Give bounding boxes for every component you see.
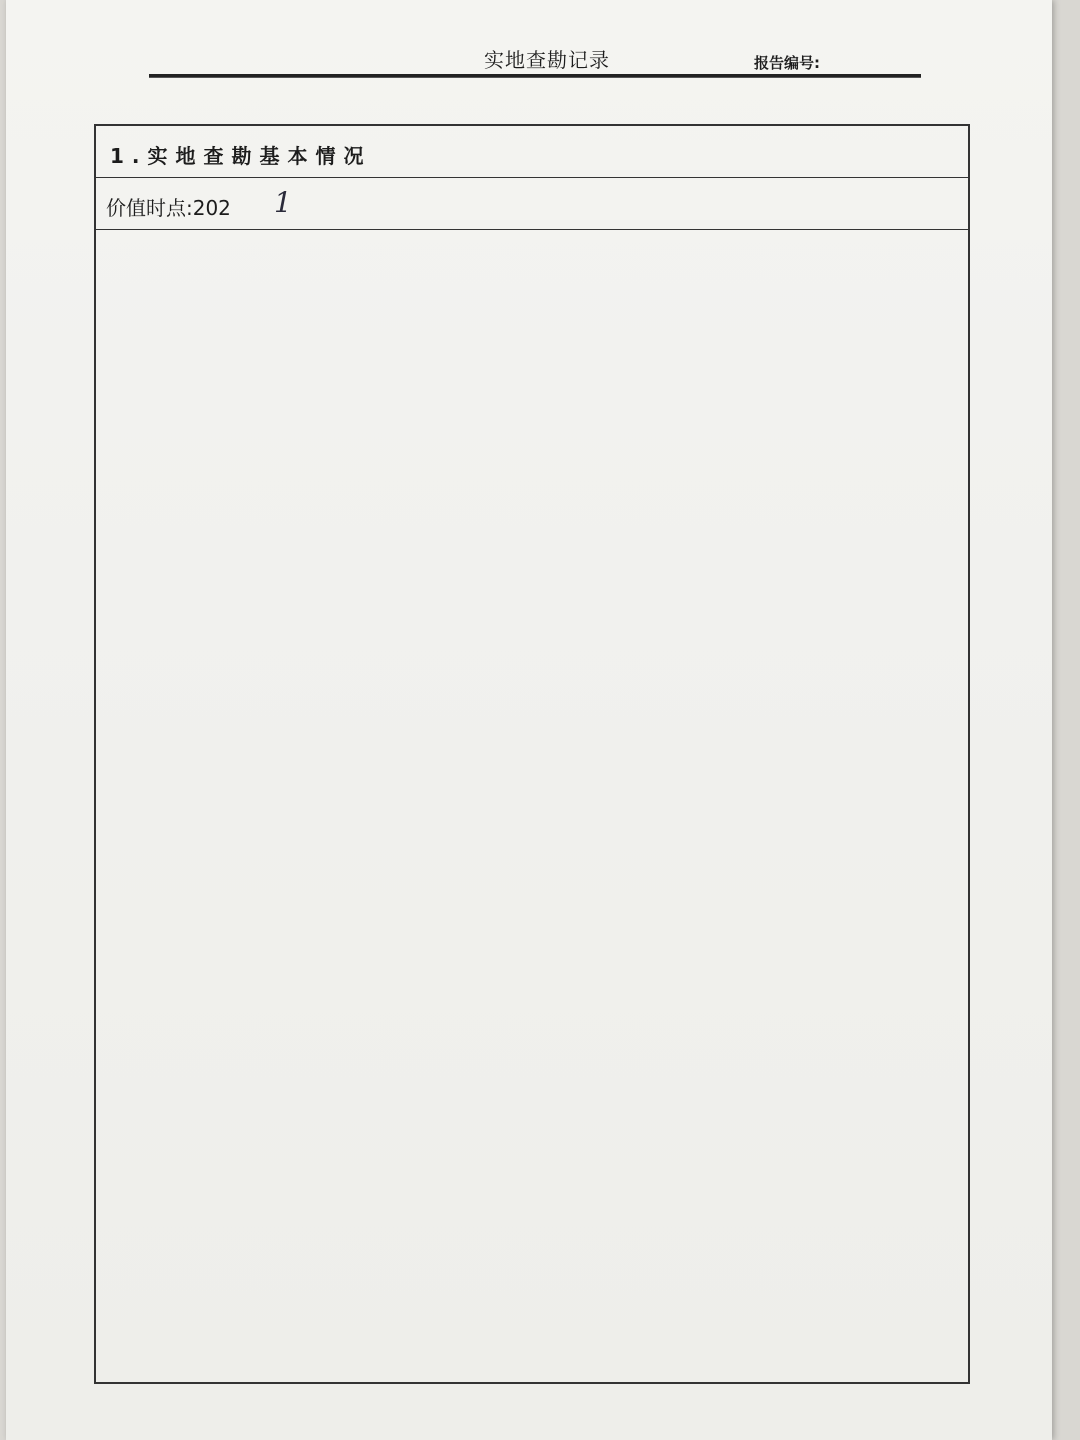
dates-row [96,178,968,230]
report-number-label: 报告编号: [754,54,820,72]
document-page [6,0,1052,1440]
value-date-year-hw: 1 [274,186,292,219]
survey-form [94,124,970,1384]
value-date-label: 价值时点:202 [106,196,231,220]
title-rule [149,74,921,78]
section-1-title: 1.实地查勘基本情况 [110,144,372,168]
section-1-row [96,126,968,178]
document-title: 实地查勘记录 [484,48,610,72]
